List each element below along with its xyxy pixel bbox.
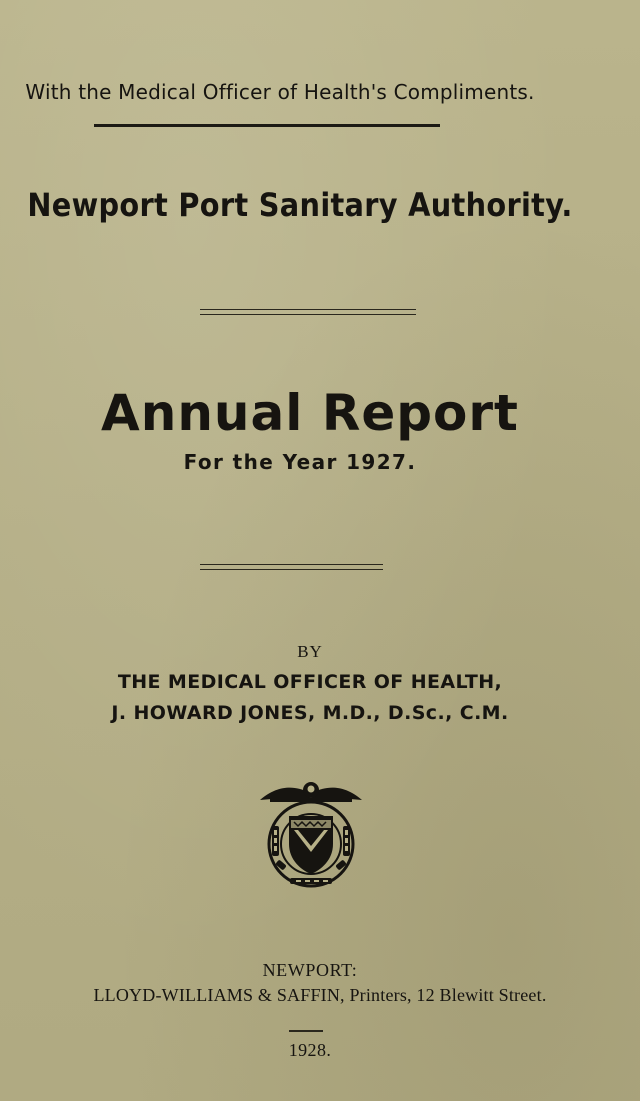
authority-heading: Newport Port Sanitary Authority. xyxy=(27,186,573,224)
author-name: J. HOWARD JONES, M.D., D.Sc., C.M. xyxy=(111,702,509,724)
imprint-year: 1928. xyxy=(288,1040,332,1060)
lower-double-rule xyxy=(200,564,383,570)
compliments-line: With the Medical Officer of Health's Compliments. xyxy=(25,80,535,104)
borough-seal-icon xyxy=(254,778,368,890)
imprint-short-rule xyxy=(289,1030,323,1032)
report-subtitle: For the Year 1927. xyxy=(183,450,417,474)
imprint-place: NEWPORT: xyxy=(262,960,358,980)
imprint-printer: LLOYD-WILLIAMS & SAFFIN, Printers, 12 Blewitt Street. xyxy=(93,985,547,1005)
officer-title: THE MEDICAL OFFICER OF HEALTH, xyxy=(117,671,503,693)
by-label: BY xyxy=(297,642,323,661)
compliments-underline xyxy=(94,124,440,127)
report-title: Annual Report xyxy=(101,384,519,442)
upper-double-rule xyxy=(200,309,416,315)
